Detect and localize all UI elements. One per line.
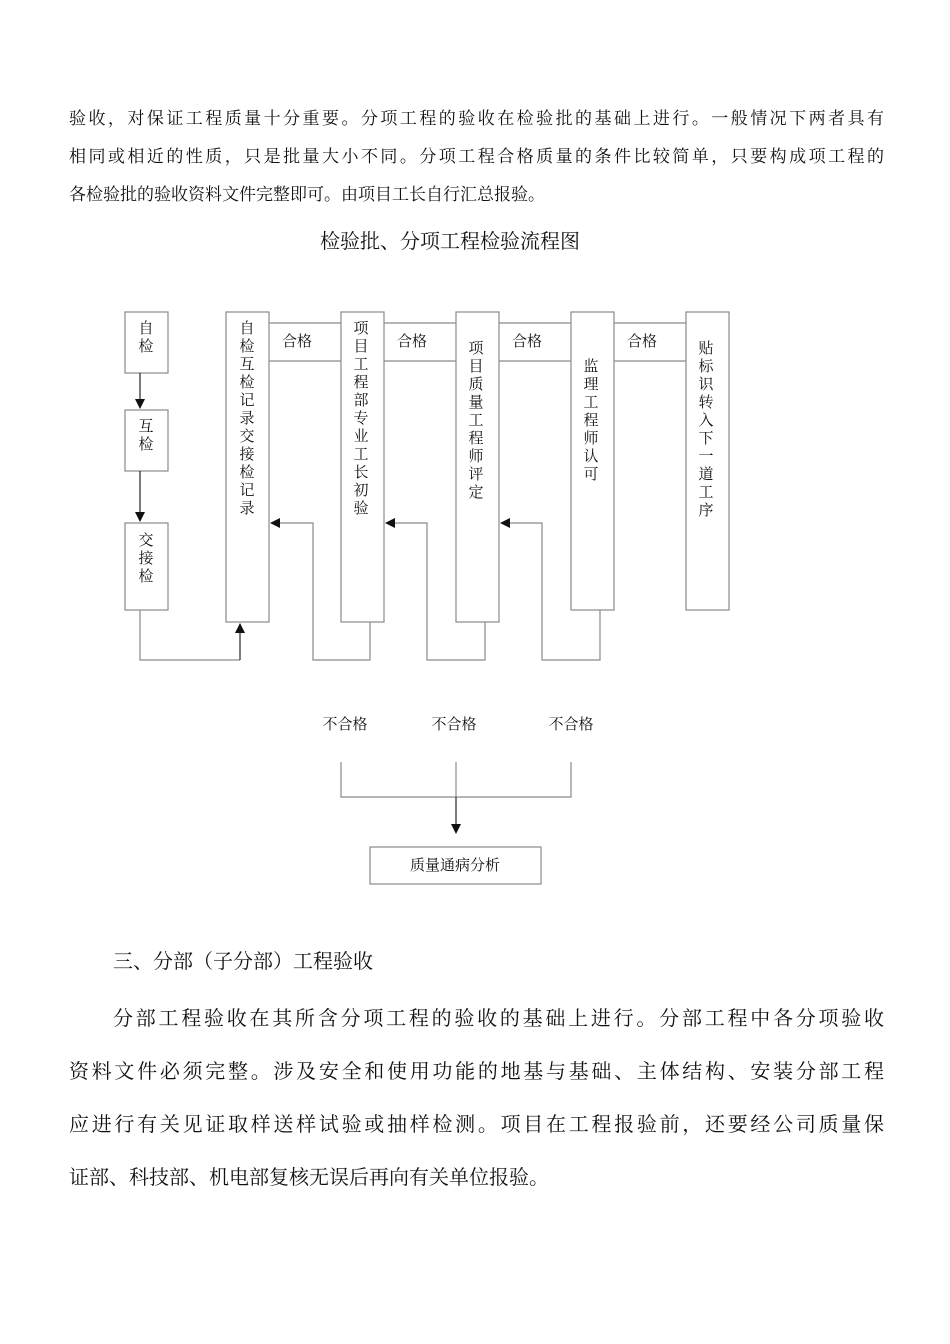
step-label-mutual-check: 互检 [138, 417, 154, 453]
section-line: 资料文件必须完整。涉及安全和使用功能的地基与基础、主体结构、安装分部工程 [69, 1059, 884, 1083]
flowchart-title: 检验批、分项工程检验流程图 [320, 229, 580, 253]
pass-label: 合格 [397, 332, 428, 350]
section-heading: 三、分部（子分部）工程验收 [113, 949, 373, 973]
pass-label: 合格 [627, 332, 658, 350]
pass-label: 合格 [512, 332, 543, 350]
pass-label: 合格 [282, 332, 313, 350]
section-line: 应进行有关见证取样送样试验或抽样检测。项目在工程报验前，还要经公司质量保 [69, 1112, 884, 1136]
column-label-records: 自检互检记录交接检记录 [239, 319, 255, 517]
fail-label: 不合格 [322, 715, 368, 733]
step-label-self-check: 自检 [138, 319, 154, 355]
section-line: 分部工程验收在其所含分项工程的验收的基础上进行。分部工程中各分项验收 [113, 1006, 884, 1030]
column-label-supervisor: 监理工程师认可 [583, 357, 599, 483]
fail-label: 不合格 [548, 715, 594, 733]
step-label-handover-check: 交接检 [138, 531, 154, 585]
intro-line: 相同或相近的性质，只是批量大小不同。分项工程合格质量的条件比较简单，只要构成项工程的 [69, 147, 884, 167]
intro-line: 验收，对保证工程质量十分重要。分项工程的验收在检验批的基础上进行。一般情况下两者具有 [69, 109, 884, 129]
column-label-quality-engineer: 项目质量工程师评定 [468, 339, 484, 501]
analysis-box-label: 质量通病分析 [409, 856, 501, 874]
section-line: 证部、科技部、机电部复核无误后再向有关单位报验。 [69, 1165, 549, 1189]
section-paragraph [69, 992, 884, 1204]
intro-line: 各检验批的验收资料文件完整即可。由项目工长自行汇总报验。 [69, 185, 545, 205]
column-label-next-process: 贴标识转入下一道工序 [698, 339, 714, 519]
fail-label: 不合格 [431, 715, 477, 733]
column-label-foreman: 项目工程部专业工长初验 [353, 319, 369, 517]
